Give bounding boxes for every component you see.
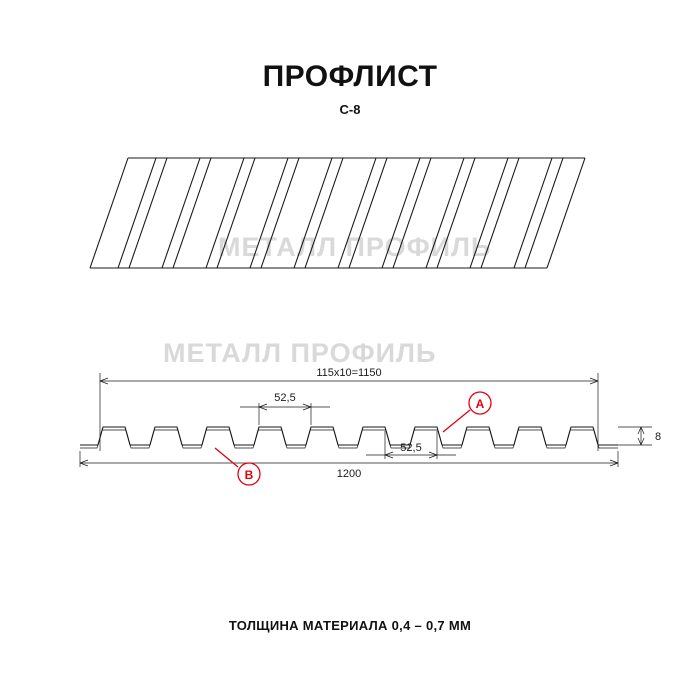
isometric-view [60, 140, 650, 300]
material-thickness-note: ТОЛЩИНА МАТЕРИАЛА 0,4 – 0,7 ММ [228, 618, 472, 633]
dimension-total-width-label: 1200 [336, 468, 362, 480]
balloon-a [443, 392, 491, 432]
dimension-extension-lines [80, 373, 652, 467]
watermark-bottom: МЕТАЛЛ ПРОФИЛЬ [163, 338, 437, 368]
dimension-working-width-label: 115x10=1150 [316, 367, 382, 379]
dimension-pitch-top [240, 392, 330, 425]
profile-section-outline [80, 427, 618, 448]
watermark-top: МЕТАЛЛ ПРОФИЛЬ [218, 232, 492, 262]
dimension-pitch-bottom-label: 52,5 [400, 442, 422, 454]
iso-profile-shape [90, 158, 585, 268]
balloon-b [215, 448, 260, 485]
dimension-working-width [100, 367, 598, 384]
dimension-total-width [80, 460, 618, 480]
section-view [40, 355, 680, 495]
balloon-b-label: B [244, 468, 254, 482]
balloon-a-label: A [475, 397, 485, 411]
page-title: ПРОФЛИСТ [262, 60, 438, 93]
dimension-height [638, 427, 661, 445]
dimension-pitch-top-label: 52,5 [274, 392, 296, 404]
dimension-height-label: 8 [655, 431, 662, 443]
profile-model-label: С-8 [339, 102, 361, 117]
